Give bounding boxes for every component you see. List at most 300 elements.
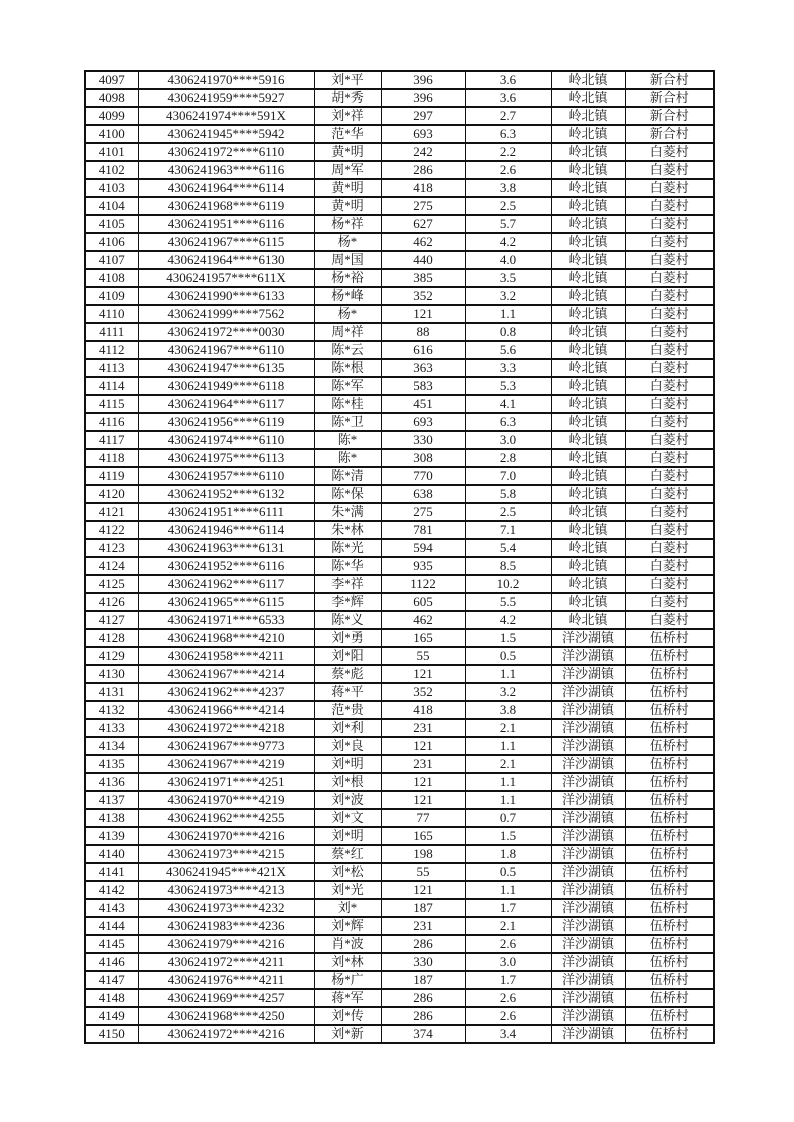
cell-seq: 4147	[85, 971, 138, 989]
cell-village: 新合村	[625, 125, 714, 143]
cell-village: 白菱村	[625, 323, 714, 341]
cell-area: 3.3	[465, 359, 551, 377]
cell-village: 白菱村	[625, 611, 714, 629]
cell-village: 伍桥村	[625, 791, 714, 809]
cell-area: 1.1	[465, 305, 551, 323]
cell-id-number: 4306241967****6110	[138, 341, 314, 359]
cell-amount: 352	[381, 287, 465, 305]
cell-village: 伍桥村	[625, 1007, 714, 1025]
cell-township: 岭北镇	[551, 107, 625, 125]
cell-name: 蔡*彪	[314, 665, 381, 683]
cell-township: 岭北镇	[551, 323, 625, 341]
cell-id-number: 4306241967****4214	[138, 665, 314, 683]
cell-seq: 4130	[85, 665, 138, 683]
table-row	[85, 881, 714, 899]
cell-amount: 462	[381, 233, 465, 251]
cell-name: 陈*云	[314, 341, 381, 359]
cell-id-number: 4306241965****6115	[138, 593, 314, 611]
cell-id-number: 4306241970****4219	[138, 791, 314, 809]
cell-amount: 1122	[381, 575, 465, 593]
cell-village: 白菱村	[625, 197, 714, 215]
cell-id-number: 4306241983****4236	[138, 917, 314, 935]
cell-amount: 594	[381, 539, 465, 557]
cell-id-number: 4306241966****4214	[138, 701, 314, 719]
cell-village: 白菱村	[625, 305, 714, 323]
cell-name: 陈*根	[314, 359, 381, 377]
cell-name: 蒋*平	[314, 683, 381, 701]
cell-seq: 4122	[85, 521, 138, 539]
table-row	[85, 845, 714, 863]
cell-township: 岭北镇	[551, 287, 625, 305]
cell-area: 10.2	[465, 575, 551, 593]
cell-area: 5.7	[465, 215, 551, 233]
cell-township: 洋沙湖镇	[551, 881, 625, 899]
cell-area: 0.8	[465, 323, 551, 341]
cell-id-number: 4306241970****5916	[138, 71, 314, 89]
cell-amount: 583	[381, 377, 465, 395]
cell-id-number: 4306241964****6130	[138, 251, 314, 269]
cell-township: 岭北镇	[551, 251, 625, 269]
cell-amount: 418	[381, 179, 465, 197]
cell-area: 1.1	[465, 881, 551, 899]
cell-area: 2.6	[465, 935, 551, 953]
cell-amount: 121	[381, 305, 465, 323]
table-row	[85, 899, 714, 917]
table-row	[85, 1025, 714, 1043]
cell-id-number: 4306241963****6116	[138, 161, 314, 179]
cell-township: 岭北镇	[551, 233, 625, 251]
table-row	[85, 359, 714, 377]
cell-area: 0.5	[465, 647, 551, 665]
cell-area: 1.7	[465, 899, 551, 917]
cell-id-number: 4306241962****4255	[138, 809, 314, 827]
cell-seq: 4133	[85, 719, 138, 737]
cell-amount: 462	[381, 611, 465, 629]
cell-township: 洋沙湖镇	[551, 809, 625, 827]
cell-id-number: 4306241972****4218	[138, 719, 314, 737]
cell-area: 8.5	[465, 557, 551, 575]
cell-area: 4.2	[465, 233, 551, 251]
cell-area: 2.1	[465, 719, 551, 737]
table-row	[85, 593, 714, 611]
cell-township: 岭北镇	[551, 521, 625, 539]
cell-area: 6.3	[465, 413, 551, 431]
cell-amount: 297	[381, 107, 465, 125]
cell-seq: 4110	[85, 305, 138, 323]
cell-id-number: 4306241949****6118	[138, 377, 314, 395]
cell-area: 7.0	[465, 467, 551, 485]
cell-id-number: 4306241972****6110	[138, 143, 314, 161]
cell-village: 白菱村	[625, 521, 714, 539]
cell-village: 伍桥村	[625, 665, 714, 683]
cell-village: 伍桥村	[625, 881, 714, 899]
cell-name: 蔡*红	[314, 845, 381, 863]
cell-area: 3.8	[465, 701, 551, 719]
cell-area: 3.2	[465, 683, 551, 701]
cell-name: 刘*文	[314, 809, 381, 827]
cell-amount: 418	[381, 701, 465, 719]
cell-seq: 4125	[85, 575, 138, 593]
cell-id-number: 4306241968****4250	[138, 1007, 314, 1025]
cell-township: 岭北镇	[551, 179, 625, 197]
cell-area: 1.5	[465, 629, 551, 647]
cell-seq: 4119	[85, 467, 138, 485]
cell-amount: 770	[381, 467, 465, 485]
table-row	[85, 377, 714, 395]
cell-id-number: 4306241973****4215	[138, 845, 314, 863]
cell-seq: 4105	[85, 215, 138, 233]
table-row	[85, 683, 714, 701]
cell-amount: 286	[381, 161, 465, 179]
cell-id-number: 4306241951****6116	[138, 215, 314, 233]
cell-name: 刘*光	[314, 881, 381, 899]
cell-area: 2.6	[465, 161, 551, 179]
cell-township: 岭北镇	[551, 89, 625, 107]
table-row	[85, 215, 714, 233]
cell-area: 3.0	[465, 953, 551, 971]
cell-name: 陈*	[314, 431, 381, 449]
table-row	[85, 971, 714, 989]
cell-township: 洋沙湖镇	[551, 863, 625, 881]
cell-name: 陈*桂	[314, 395, 381, 413]
table-row	[85, 395, 714, 413]
cell-seq: 4099	[85, 107, 138, 125]
cell-id-number: 4306241957****611X	[138, 269, 314, 287]
cell-name: 李*祥	[314, 575, 381, 593]
cell-area: 2.6	[465, 989, 551, 1007]
cell-id-number: 4306241947****6135	[138, 359, 314, 377]
cell-area: 2.5	[465, 197, 551, 215]
cell-village: 白菱村	[625, 539, 714, 557]
cell-name: 陈*军	[314, 377, 381, 395]
cell-area: 2.1	[465, 755, 551, 773]
cell-name: 刘*利	[314, 719, 381, 737]
cell-seq: 4143	[85, 899, 138, 917]
cell-village: 伍桥村	[625, 953, 714, 971]
cell-name: 杨*祥	[314, 215, 381, 233]
cell-township: 岭北镇	[551, 197, 625, 215]
cell-amount: 451	[381, 395, 465, 413]
cell-area: 2.6	[465, 1007, 551, 1025]
cell-seq: 4114	[85, 377, 138, 395]
table-row	[85, 323, 714, 341]
beneficiary-table	[84, 70, 715, 1044]
table-row	[85, 251, 714, 269]
cell-name: 刘*新	[314, 1025, 381, 1043]
table-row	[85, 485, 714, 503]
table-row	[85, 611, 714, 629]
cell-village: 白菱村	[625, 251, 714, 269]
cell-name: 蒋*军	[314, 989, 381, 1007]
cell-amount: 935	[381, 557, 465, 575]
cell-township: 洋沙湖镇	[551, 719, 625, 737]
cell-name: 刘*松	[314, 863, 381, 881]
cell-name: 朱*满	[314, 503, 381, 521]
cell-amount: 693	[381, 125, 465, 143]
cell-amount: 286	[381, 989, 465, 1007]
cell-area: 5.4	[465, 539, 551, 557]
cell-name: 刘*林	[314, 953, 381, 971]
cell-amount: 330	[381, 431, 465, 449]
cell-id-number: 4306241973****4213	[138, 881, 314, 899]
cell-village: 伍桥村	[625, 683, 714, 701]
cell-township: 洋沙湖镇	[551, 629, 625, 647]
cell-id-number: 4306241959****5927	[138, 89, 314, 107]
cell-name: 陈*	[314, 449, 381, 467]
cell-name: 杨*	[314, 233, 381, 251]
cell-name: 刘*	[314, 899, 381, 917]
cell-name: 刘*辉	[314, 917, 381, 935]
cell-id-number: 4306241972****0030	[138, 323, 314, 341]
cell-amount: 275	[381, 197, 465, 215]
table-row	[85, 935, 714, 953]
table-row	[85, 233, 714, 251]
cell-seq: 4150	[85, 1025, 138, 1043]
cell-amount: 275	[381, 503, 465, 521]
table-row	[85, 161, 714, 179]
cell-id-number: 4306241967****9773	[138, 737, 314, 755]
cell-amount: 231	[381, 719, 465, 737]
cell-amount: 121	[381, 881, 465, 899]
table-row	[85, 701, 714, 719]
cell-id-number: 4306241973****4232	[138, 899, 314, 917]
cell-id-number: 4306241951****6111	[138, 503, 314, 521]
cell-id-number: 4306241952****6116	[138, 557, 314, 575]
table-row	[85, 503, 714, 521]
table-row	[85, 539, 714, 557]
cell-village: 白菱村	[625, 467, 714, 485]
cell-seq: 4121	[85, 503, 138, 521]
cell-amount: 187	[381, 899, 465, 917]
cell-id-number: 4306241971****6533	[138, 611, 314, 629]
cell-seq: 4115	[85, 395, 138, 413]
cell-id-number: 4306241972****4216	[138, 1025, 314, 1043]
cell-seq: 4137	[85, 791, 138, 809]
cell-id-number: 4306241962****6117	[138, 575, 314, 593]
cell-seq: 4097	[85, 71, 138, 89]
cell-id-number: 4306241968****6119	[138, 197, 314, 215]
cell-name: 陈*卫	[314, 413, 381, 431]
cell-area: 2.2	[465, 143, 551, 161]
cell-seq: 4113	[85, 359, 138, 377]
cell-amount: 88	[381, 323, 465, 341]
cell-amount: 385	[381, 269, 465, 287]
cell-name: 陈*义	[314, 611, 381, 629]
cell-township: 洋沙湖镇	[551, 683, 625, 701]
cell-amount: 77	[381, 809, 465, 827]
cell-name: 刘*明	[314, 827, 381, 845]
cell-area: 1.1	[465, 791, 551, 809]
cell-amount: 627	[381, 215, 465, 233]
cell-amount: 374	[381, 1025, 465, 1043]
cell-village: 白菱村	[625, 161, 714, 179]
cell-village: 白菱村	[625, 557, 714, 575]
cell-seq: 4138	[85, 809, 138, 827]
table-row	[85, 557, 714, 575]
cell-township: 洋沙湖镇	[551, 971, 625, 989]
cell-village: 伍桥村	[625, 809, 714, 827]
cell-area: 5.5	[465, 593, 551, 611]
table-row	[85, 737, 714, 755]
cell-village: 新合村	[625, 107, 714, 125]
cell-area: 5.8	[465, 485, 551, 503]
cell-village: 白菱村	[625, 395, 714, 413]
cell-seq: 4146	[85, 953, 138, 971]
cell-township: 岭北镇	[551, 503, 625, 521]
cell-amount: 55	[381, 863, 465, 881]
cell-township: 洋沙湖镇	[551, 845, 625, 863]
cell-village: 新合村	[625, 71, 714, 89]
cell-id-number: 4306241958****4211	[138, 647, 314, 665]
table-row	[85, 827, 714, 845]
cell-area: 4.0	[465, 251, 551, 269]
cell-amount: 55	[381, 647, 465, 665]
cell-area: 0.5	[465, 863, 551, 881]
cell-area: 3.6	[465, 89, 551, 107]
cell-name: 周*祥	[314, 323, 381, 341]
cell-id-number: 4306241946****6114	[138, 521, 314, 539]
cell-id-number: 4306241974****6110	[138, 431, 314, 449]
cell-id-number: 4306241990****6133	[138, 287, 314, 305]
cell-amount: 396	[381, 71, 465, 89]
cell-amount: 638	[381, 485, 465, 503]
cell-township: 洋沙湖镇	[551, 701, 625, 719]
cell-area: 1.5	[465, 827, 551, 845]
cell-township: 岭北镇	[551, 215, 625, 233]
cell-name: 李*辉	[314, 593, 381, 611]
cell-name: 黄*明	[314, 143, 381, 161]
table-row	[85, 449, 714, 467]
cell-name: 杨*裕	[314, 269, 381, 287]
cell-seq: 4108	[85, 269, 138, 287]
table-row	[85, 773, 714, 791]
cell-seq: 4135	[85, 755, 138, 773]
cell-seq: 4124	[85, 557, 138, 575]
cell-township: 岭北镇	[551, 395, 625, 413]
cell-amount: 286	[381, 1007, 465, 1025]
table-row	[85, 863, 714, 881]
cell-amount: 396	[381, 89, 465, 107]
cell-name: 黄*明	[314, 179, 381, 197]
cell-village: 伍桥村	[625, 827, 714, 845]
cell-area: 3.5	[465, 269, 551, 287]
table-row	[85, 521, 714, 539]
cell-township: 洋沙湖镇	[551, 755, 625, 773]
table-row	[85, 179, 714, 197]
cell-township: 岭北镇	[551, 593, 625, 611]
cell-township: 洋沙湖镇	[551, 989, 625, 1007]
cell-amount: 121	[381, 773, 465, 791]
cell-id-number: 4306241969****4257	[138, 989, 314, 1007]
cell-village: 伍桥村	[625, 773, 714, 791]
cell-township: 洋沙湖镇	[551, 665, 625, 683]
table-row	[85, 107, 714, 125]
table-row	[85, 125, 714, 143]
cell-township: 岭北镇	[551, 539, 625, 557]
cell-id-number: 4306241952****6132	[138, 485, 314, 503]
cell-amount: 363	[381, 359, 465, 377]
cell-seq: 4134	[85, 737, 138, 755]
table-row	[85, 197, 714, 215]
cell-name: 刘*根	[314, 773, 381, 791]
table-row	[85, 755, 714, 773]
cell-village: 白菱村	[625, 341, 714, 359]
cell-village: 白菱村	[625, 593, 714, 611]
cell-seq: 4103	[85, 179, 138, 197]
cell-amount: 121	[381, 665, 465, 683]
table-row	[85, 305, 714, 323]
cell-id-number: 4306241967****6115	[138, 233, 314, 251]
cell-township: 洋沙湖镇	[551, 773, 625, 791]
cell-area: 6.3	[465, 125, 551, 143]
cell-village: 白菱村	[625, 449, 714, 467]
cell-name: 杨*峰	[314, 287, 381, 305]
cell-township: 岭北镇	[551, 557, 625, 575]
cell-village: 伍桥村	[625, 647, 714, 665]
cell-id-number: 4306241975****6113	[138, 449, 314, 467]
cell-township: 岭北镇	[551, 485, 625, 503]
cell-village: 白菱村	[625, 413, 714, 431]
cell-village: 白菱村	[625, 503, 714, 521]
cell-seq: 4118	[85, 449, 138, 467]
cell-name: 范*华	[314, 125, 381, 143]
table-row	[85, 1007, 714, 1025]
cell-seq: 4101	[85, 143, 138, 161]
cell-amount: 198	[381, 845, 465, 863]
cell-id-number: 4306241964****6117	[138, 395, 314, 413]
cell-village: 伍桥村	[625, 755, 714, 773]
cell-amount: 165	[381, 629, 465, 647]
table-row	[85, 953, 714, 971]
cell-name: 范*贵	[314, 701, 381, 719]
cell-name: 刘*祥	[314, 107, 381, 125]
cell-name: 刘*平	[314, 71, 381, 89]
cell-area: 2.7	[465, 107, 551, 125]
cell-village: 伍桥村	[625, 737, 714, 755]
cell-name: 陈*华	[314, 557, 381, 575]
cell-name: 刘*传	[314, 1007, 381, 1025]
cell-seq: 4123	[85, 539, 138, 557]
cell-name: 陈*清	[314, 467, 381, 485]
table-row	[85, 917, 714, 935]
cell-township: 岭北镇	[551, 305, 625, 323]
cell-seq: 4098	[85, 89, 138, 107]
cell-area: 2.1	[465, 917, 551, 935]
cell-id-number: 4306241963****6131	[138, 539, 314, 557]
cell-area: 3.6	[465, 71, 551, 89]
table-row	[85, 287, 714, 305]
cell-seq: 4112	[85, 341, 138, 359]
cell-township: 岭北镇	[551, 377, 625, 395]
cell-seq: 4142	[85, 881, 138, 899]
table-row	[85, 467, 714, 485]
cell-village: 白菱村	[625, 575, 714, 593]
cell-seq: 4104	[85, 197, 138, 215]
table-row	[85, 809, 714, 827]
cell-name: 周*军	[314, 161, 381, 179]
cell-area: 4.1	[465, 395, 551, 413]
cell-id-number: 4306241945****421X	[138, 863, 314, 881]
cell-area: 3.2	[465, 287, 551, 305]
cell-township: 洋沙湖镇	[551, 953, 625, 971]
cell-seq: 4141	[85, 863, 138, 881]
cell-area: 1.1	[465, 665, 551, 683]
cell-village: 白菱村	[625, 179, 714, 197]
cell-seq: 4139	[85, 827, 138, 845]
cell-seq: 4120	[85, 485, 138, 503]
cell-amount: 352	[381, 683, 465, 701]
table-row	[85, 575, 714, 593]
